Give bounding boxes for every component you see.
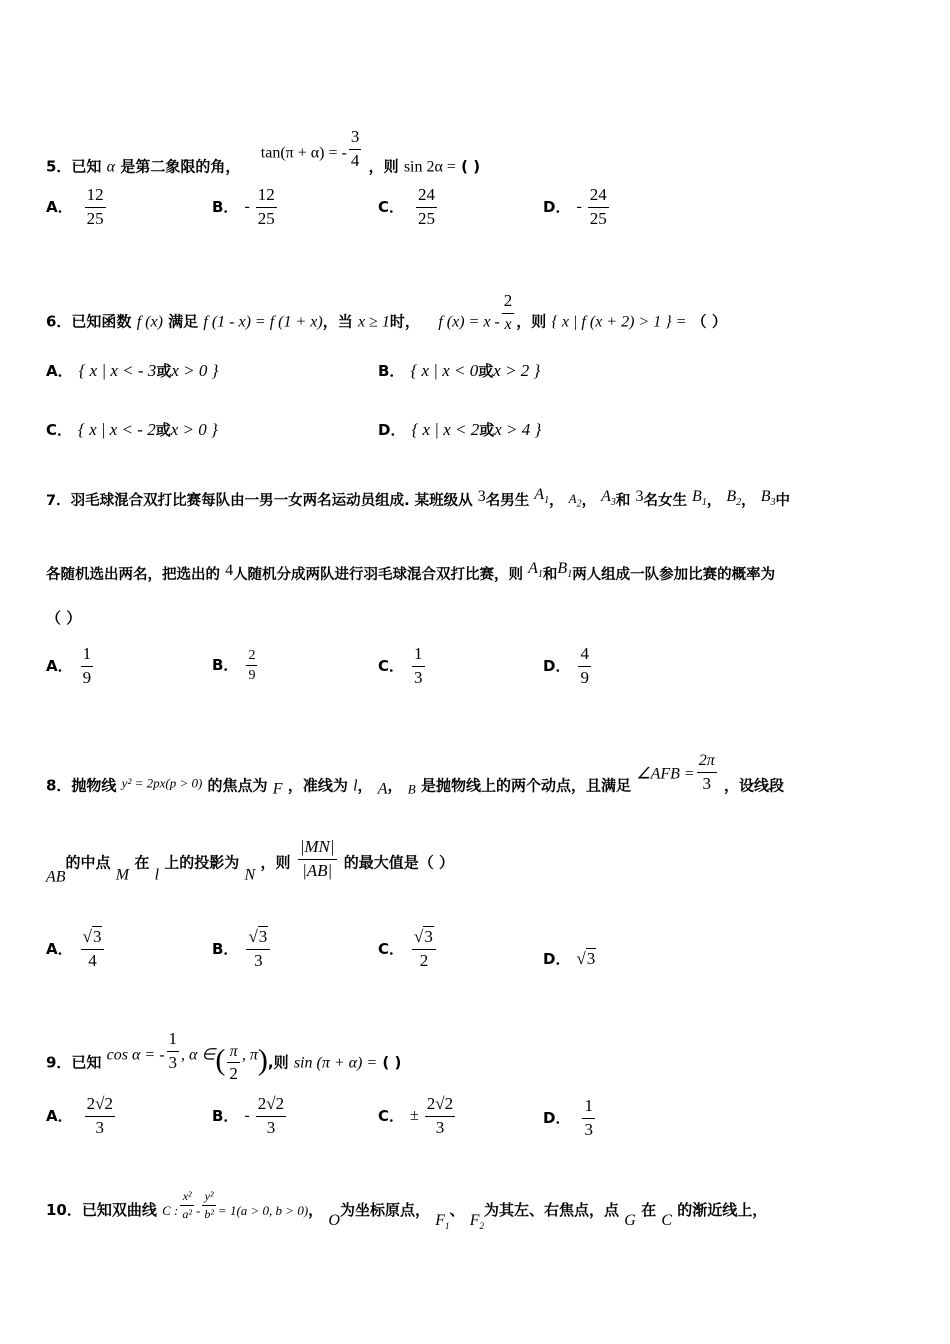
q7-a3: A — [601, 488, 611, 505]
q7-four: 4 — [225, 562, 234, 579]
q6-when: ，当 — [322, 312, 353, 331]
q7-bracket: （ ） — [46, 609, 82, 627]
option-or: 或 — [478, 362, 494, 380]
option-set-left: { x | x < 0 — [410, 361, 479, 380]
separator: ， — [357, 776, 373, 795]
q5-text: 是第二象限的角， — [120, 157, 241, 176]
option-num: 24 — [588, 186, 609, 208]
q6-set: { x | f (x + 2) > 1 } = — [551, 313, 687, 331]
q9-option-b[interactable] — [212, 1095, 288, 1137]
question-7-line-3 — [46, 611, 81, 626]
option-num: 12 — [256, 186, 277, 208]
q8-ratio-den: |AB| — [302, 860, 333, 880]
option-label: C． — [46, 421, 73, 439]
q7-b3: B — [760, 488, 771, 505]
sub-3: 3 — [770, 497, 776, 509]
option-num: 2√2 — [425, 1095, 455, 1117]
q9-then: ,则 — [267, 1053, 289, 1072]
q8-option-a[interactable]: A． $\frac{√3}{4}$ — [46, 928, 106, 970]
option-den: 3 — [266, 1117, 276, 1137]
q7-option-b[interactable] — [212, 648, 259, 684]
q8-option-d[interactable]: D． √3 — [543, 949, 596, 968]
q5-option-d[interactable] — [543, 186, 611, 228]
q10-C-ref: C — [661, 1212, 672, 1230]
q5-option-c[interactable] — [378, 186, 439, 228]
q9-pi-den: 2 — [229, 1064, 238, 1084]
q7-intro: 7．羽毛球混合双打比赛每队由一男一女两名运动员组成. 某班级从 — [46, 493, 473, 509]
q8-ratio — [298, 838, 337, 880]
option-set-left: { x | x < - 2 — [78, 420, 156, 439]
option-den: 25 — [86, 208, 104, 228]
option-label: D． — [378, 421, 406, 439]
option-set-right: x > 4 } — [494, 420, 542, 439]
q10-G: G — [624, 1212, 636, 1230]
option-den: 3 — [254, 950, 263, 970]
q5-fraction — [349, 128, 362, 170]
option-num: 12 — [85, 186, 106, 208]
option-den: 9 — [580, 667, 589, 687]
q8-focus-text: 的焦点为 — [207, 776, 268, 795]
q7-and: 和 — [542, 567, 558, 583]
q6-fraction — [502, 292, 515, 333]
q8-parabola: y² = 2px(p > 0) — [121, 775, 203, 791]
q8-midpoint-text: 的中点 — [65, 853, 111, 872]
question-7-line-2 — [46, 561, 775, 583]
sub-3: 3 — [610, 497, 616, 509]
q8-A: A — [377, 780, 388, 798]
option-num: 2√2 — [85, 1095, 115, 1117]
option-den: 3 — [95, 1117, 105, 1137]
option-label: B． — [212, 656, 239, 675]
q7-and: 和 — [615, 493, 631, 509]
option-or: 或 — [155, 421, 171, 439]
q6-option-d[interactable] — [378, 421, 541, 438]
q8-l: l — [353, 777, 358, 795]
q6-x-ge-1: x ≥ 1 — [357, 313, 390, 331]
q10-asymptote-text: 的渐近线上， — [677, 1201, 768, 1220]
q8-l-ref: l — [154, 866, 160, 884]
q9-cos: cos α = - — [106, 1046, 165, 1064]
q9-option-c[interactable] — [378, 1095, 457, 1137]
option-label: D． — [543, 197, 571, 216]
q8-intro: 8．抛物线 — [46, 776, 117, 795]
q9-option-a[interactable] — [46, 1095, 117, 1137]
q10-condition: = 1(a > 0, b > 0) — [217, 1203, 309, 1219]
option-or: 或 — [479, 421, 495, 439]
q10-x-den: a² — [182, 1207, 192, 1222]
option-num: 4 — [578, 645, 591, 667]
question-7-line-1 — [46, 487, 790, 510]
option-set-right: x > 2 } — [493, 361, 541, 380]
q7-three-boys: 3 — [477, 488, 486, 505]
option-label: A． — [46, 362, 73, 380]
question-8-line-1 — [46, 752, 784, 798]
q9-frac-den: 3 — [168, 1052, 178, 1072]
q8-angle: ∠AFB = — [636, 765, 695, 783]
q8-option-b[interactable]: B． $\frac{√3}{3}$ — [212, 928, 272, 970]
q6-frac-den: x — [504, 315, 512, 333]
sub-1: 1 — [701, 497, 707, 509]
separator: ， — [706, 493, 722, 509]
option-den: 9 — [82, 667, 92, 687]
q5-sin2a: sin 2α = — [403, 158, 456, 176]
option-den: 25 — [257, 208, 275, 228]
option-num: 1 — [412, 645, 425, 667]
q10-foci-text: 为其左、右焦点，点 — [484, 1201, 620, 1220]
q7-a1: A — [534, 486, 545, 503]
q8-in-text: 在 — [134, 853, 150, 872]
question-9: 9．已知 cos α = - $\frac{1}{3}$ , α ∈( $\frac{\pi}{2}$ , π),则 sin (π + α) = ( ) — [46, 1029, 402, 1084]
q7-b2: B — [726, 488, 737, 505]
q7-b1-ref: B — [557, 560, 568, 577]
option-set-right: x > 0 } — [171, 361, 219, 380]
q7-girls-text: 名女生 — [643, 493, 687, 509]
option-num: 1 — [81, 645, 94, 667]
option-label: C． — [378, 1106, 405, 1125]
option-sign: - — [244, 1107, 250, 1125]
option-sign: - — [576, 198, 582, 216]
option-num: 2 — [246, 648, 257, 666]
q5-option-b[interactable] — [212, 186, 279, 228]
q8-directrix-text: ，准线为 — [287, 776, 348, 795]
q6-fx: f (x) — [136, 313, 163, 331]
q7-line2-mid: 人随机分成两队进行羽毛球混合双打比赛，则 — [233, 567, 524, 583]
option-label: C． — [378, 197, 405, 216]
q8-question: 的最大值是（ ） — [343, 853, 455, 872]
q6-option-c[interactable] — [46, 421, 218, 438]
q9-pi-num: π — [227, 1043, 240, 1064]
q9-bracket: ( ) — [382, 1053, 402, 1072]
q7-b1: B — [692, 488, 702, 505]
option-set-left: { x | x < - 3 — [78, 361, 157, 380]
option-or: 或 — [156, 362, 172, 380]
q8-F: F — [272, 780, 283, 798]
sub-1: 1 — [537, 569, 543, 581]
question-10: 10．已知双曲线 C : $\frac{\text{x²}}{\text{a²}}$ - $\frac{\text{y²}}{\text{b²}}$ = 1(a > 0, b > 0)， O为坐标原点， $F_1$、 $F_2$为其左、右焦点，点 G 在 C 的渐近线上， — [46, 1189, 768, 1232]
q7-mid: 中 — [775, 493, 791, 509]
sub-2: 2 — [736, 497, 742, 509]
option-den: 25 — [589, 208, 607, 228]
q5-option-a[interactable] — [46, 186, 108, 228]
q9-sin: sin (π + α) = — [293, 1054, 378, 1072]
option-den: 2 — [419, 950, 429, 970]
option-set-right: x > 0 } — [170, 420, 218, 439]
option-label: C． — [378, 939, 405, 958]
q6-text: 满足 — [168, 312, 199, 331]
question-8-line-2 — [46, 838, 454, 886]
q5-intro: 5．已知 — [46, 157, 102, 176]
q10-y-num: y² — [202, 1190, 216, 1206]
option-radicand: 3 — [424, 927, 433, 946]
q6-option-b[interactable] — [378, 362, 540, 379]
q7-a1-ref: A — [528, 560, 538, 577]
sub-2: 2 — [576, 498, 582, 510]
option-den: 3 — [584, 1119, 593, 1139]
q8-segment-text: ，设线段 — [723, 776, 784, 795]
option-den: 9 — [248, 668, 256, 684]
separator: ， — [387, 776, 403, 795]
sub-1: 1 — [567, 569, 573, 581]
option-radicand: 3 — [92, 927, 102, 946]
q7-boys-text: 名男生 — [485, 493, 530, 509]
q10-C: C : — [162, 1203, 179, 1219]
q10-origin-text: 为坐标原点， — [339, 1201, 430, 1220]
separator: ， — [741, 493, 756, 509]
q7-option-d[interactable] — [543, 645, 593, 687]
q8-angle-num: 2π — [697, 752, 717, 773]
q9-pi: , π — [241, 1046, 258, 1064]
option-den: 3 — [435, 1117, 445, 1137]
q8-AB: AB — [46, 868, 66, 886]
option-num: 1 — [582, 1097, 595, 1119]
q8-M: M — [115, 866, 130, 884]
q7-a2: A — [568, 491, 577, 506]
option-sign: - — [244, 198, 250, 216]
option-label: C． — [378, 656, 405, 675]
separator: 、 — [449, 1201, 465, 1220]
question-6 — [46, 292, 727, 333]
option-num: 24 — [416, 186, 437, 208]
option-den: 3 — [414, 667, 423, 687]
q9-option-d[interactable] — [543, 1097, 597, 1139]
q10-intro: 10．已知双曲线 — [46, 1201, 157, 1220]
q7-three-girls: 3 — [635, 488, 644, 505]
option-label: B． — [212, 939, 239, 958]
q5-frac-den: 4 — [350, 150, 360, 170]
q7-line2-end: 两人组成一队参加比赛的概率为 — [572, 567, 776, 583]
q10-in-text: 在 — [641, 1201, 657, 1220]
q5-bracket: ( ) — [461, 157, 481, 176]
q7-option-a[interactable] — [46, 645, 95, 687]
option-num: 2√2 — [256, 1095, 286, 1117]
option-label: A． — [46, 1106, 73, 1125]
question-5 — [46, 128, 480, 176]
q6-bracket: （ ） — [691, 312, 727, 331]
option-label: D． — [543, 1108, 571, 1127]
q10-F2: F — [469, 1212, 480, 1230]
q9-intro: 9．已知 — [46, 1053, 102, 1072]
option-label: D． — [543, 656, 571, 675]
q10-F1: F — [435, 1212, 445, 1230]
option-den: 4 — [88, 950, 97, 970]
q9-frac-num: 1 — [167, 1030, 180, 1052]
option-label: A． — [46, 197, 73, 216]
q8-option-c[interactable]: C． $\frac{√3}{2}$ — [378, 928, 438, 970]
q7-option-c[interactable] — [378, 645, 427, 687]
q10-y-den: b² — [204, 1207, 214, 1222]
option-label: A． — [46, 656, 73, 675]
q10-O: O — [328, 1212, 340, 1230]
q6-fdef: f (x) = x - — [438, 313, 500, 331]
separator: ， — [549, 493, 564, 509]
option-set-left: { x | x < 2 — [411, 420, 480, 439]
option-radicand: 3 — [586, 949, 596, 968]
q8-ratio-num: |MN| — [298, 838, 337, 860]
option-label: B． — [212, 197, 239, 216]
sub-1: 1 — [544, 495, 550, 507]
q10-minus: - — [195, 1203, 201, 1219]
q8-then: ，则 — [260, 853, 291, 872]
option-label: D． — [543, 950, 571, 968]
separator: ， — [581, 493, 597, 509]
q6-time: 时， — [389, 312, 420, 331]
q6-symmetry: f (1 - x) = f (1 + x) — [203, 313, 323, 331]
q8-N: N — [244, 866, 256, 884]
q8-text: 是抛物线上的两个动点，且满足 — [420, 776, 631, 795]
q6-then: ，则 — [516, 312, 547, 331]
q9-alpha-in: , α ∈ — [181, 1046, 216, 1064]
option-label: B． — [212, 1106, 239, 1125]
q10-x-num: x² — [180, 1190, 194, 1206]
q7-line2-start: 各随机选出两名，把选出的 — [46, 567, 220, 583]
option-label: B． — [378, 362, 405, 380]
q5-frac-num: 3 — [349, 128, 362, 150]
q5-alpha: α — [106, 158, 116, 176]
q6-intro: 6．已知函数 — [46, 312, 132, 331]
q8-angle-den: 3 — [702, 773, 711, 793]
q8-projection-text: 上的投影为 — [164, 853, 240, 872]
separator: ， — [308, 1201, 324, 1220]
q6-frac-num: 2 — [502, 292, 515, 314]
q6-option-a[interactable] — [46, 362, 218, 379]
option-label: A． — [46, 939, 73, 958]
q5-tan-equation: tan(π + α) = - — [260, 144, 347, 162]
q8-B: B — [407, 781, 416, 797]
option-radicand: 3 — [258, 927, 268, 946]
option-den: 25 — [418, 208, 436, 228]
option-sign: ± — [410, 1107, 419, 1125]
q5-then: ，则 — [368, 157, 399, 176]
